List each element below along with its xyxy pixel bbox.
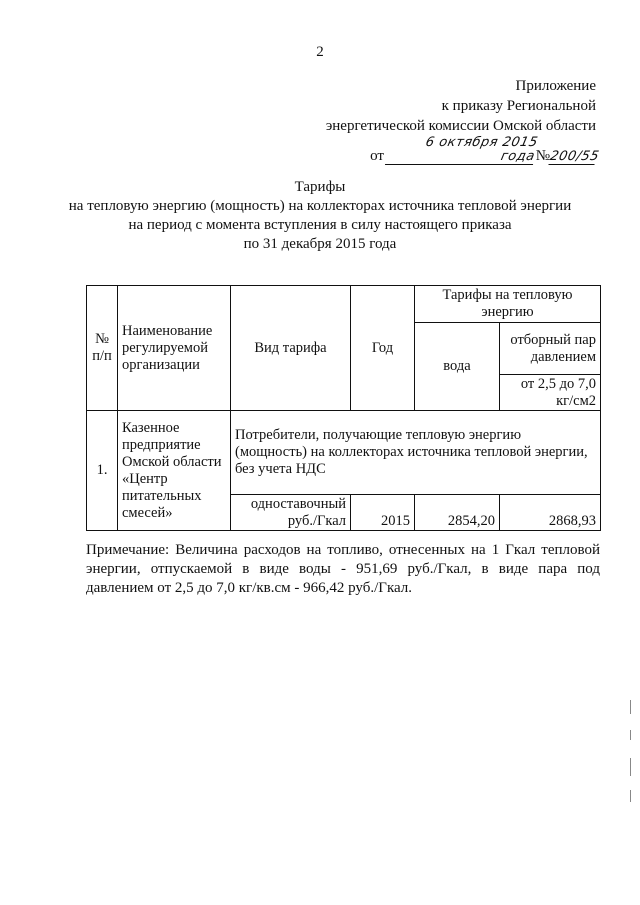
note-paragraph: Примечание: Величина расходов на топливо, отнесенных на 1 Гкал тепловой энергии, отпускаемой в виде воды - 951,69 руб./Гкал, в виде пара под давлением от 2,5 до 7,0 кг/кв.см - 966,42 руб./Гкал. bbox=[86, 542, 600, 596]
row-organization: Казенное предприятие Омской области «Центр питательных смесей» bbox=[118, 411, 231, 531]
title-line-4: по 31 декабря 2015 года bbox=[243, 236, 397, 252]
number-label: № bbox=[535, 148, 550, 164]
row-consumers: Потребители, получающие тепловую энергию (мощность) на коллекторах источника тепловой энергии, без учета НДС bbox=[231, 411, 601, 495]
appendix-line-4 bbox=[326, 135, 601, 166]
header-water: вода bbox=[415, 323, 500, 411]
tariff-type-line-2: руб./Гкал bbox=[287, 512, 346, 529]
row-num: 1. bbox=[87, 411, 118, 531]
row-tariff-type bbox=[231, 495, 351, 531]
handwritten-date: 6 октября 2015 года bbox=[385, 136, 539, 165]
row-year: 2015 bbox=[351, 495, 415, 531]
margin-scan-marks bbox=[628, 700, 634, 810]
document-title bbox=[0, 178, 640, 254]
title-line-3: на период с момента вступления в силу настоящего приказа bbox=[128, 217, 512, 233]
appendix-line-3: энергетической комиссии Омской области bbox=[325, 118, 596, 134]
header-year: Год bbox=[351, 286, 415, 411]
title-line-2: на тепловую энергию (мощность) на коллекторах источника тепловой энергии bbox=[68, 198, 572, 214]
header-tariff-type: Вид тарифа bbox=[231, 286, 351, 411]
tariff-table bbox=[86, 285, 601, 531]
page-number: 2 bbox=[316, 44, 324, 60]
title-line-1: Тарифы bbox=[294, 179, 346, 195]
from-label: от bbox=[370, 148, 384, 164]
header-tariffs: Тарифы на тепловую энергию bbox=[415, 286, 601, 323]
appendix-line-2: к приказу Региональной bbox=[441, 98, 596, 114]
appendix-block bbox=[325, 76, 601, 166]
header-num: № п/п bbox=[87, 286, 118, 411]
row-water-value: 2854,20 bbox=[415, 495, 500, 531]
header-organization: Наименование регулируемой организации bbox=[118, 286, 231, 411]
handwritten-number: 200/55 bbox=[548, 149, 601, 164]
header-steam-range: от 2,5 до 7,0 кг/см2 bbox=[500, 375, 601, 411]
tariff-type-line-1: одноставочный bbox=[250, 495, 346, 512]
header-steam: отборный пар давлением bbox=[500, 323, 601, 375]
appendix-line-1: Приложение bbox=[515, 78, 596, 94]
row-steam-value: 2868,93 bbox=[500, 495, 601, 531]
